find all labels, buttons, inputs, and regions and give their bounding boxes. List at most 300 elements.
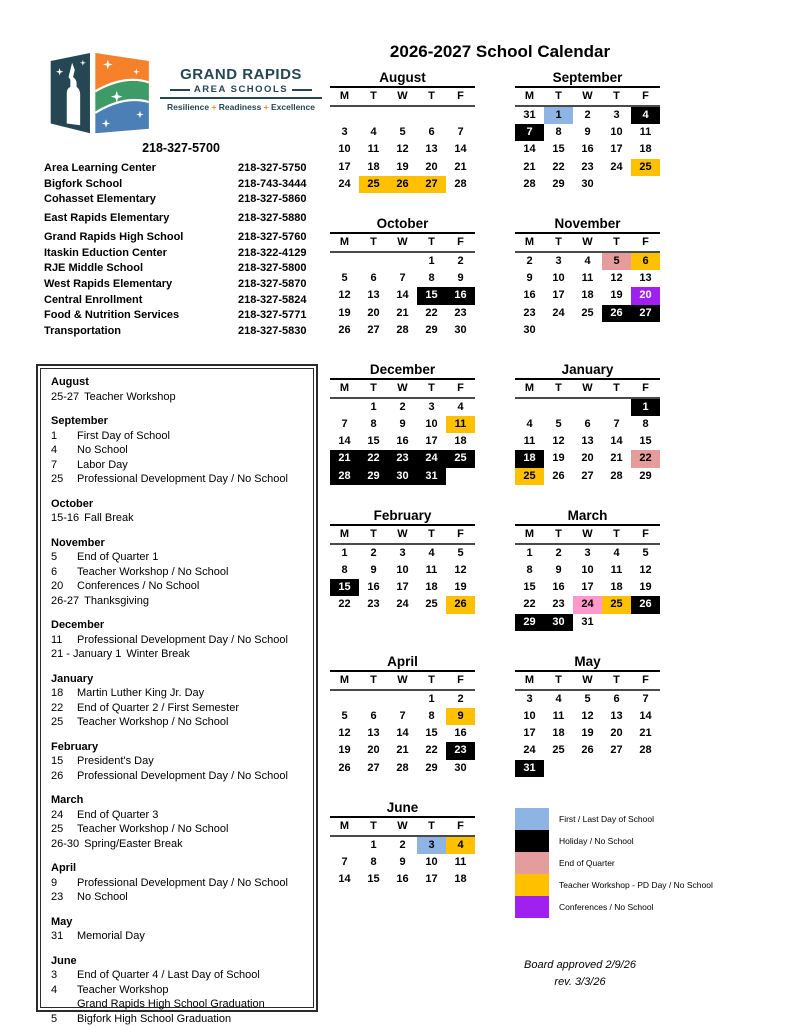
day-cell: 8 [417,708,446,725]
day-cell: 2 [544,545,573,562]
day-cell: 10 [602,124,631,141]
legend-row [515,896,715,918]
week-row [330,253,475,270]
day-cell: 21 [388,742,417,759]
legend-label: Holiday / No School [559,836,634,846]
events-section [51,740,303,784]
weekday-label: F [631,672,660,689]
day-cell: 18 [602,579,631,596]
day-cell: 16 [388,433,417,450]
event-date: 6 [51,565,77,580]
week-row [515,305,660,322]
day-cell: 22 [515,596,544,613]
events-section [51,861,303,905]
week-row [330,837,475,854]
event-text: Grand Rapids High School Graduation [77,997,265,1012]
weekday-header-row [330,380,475,399]
week-row [515,416,660,433]
month-title: May [515,654,660,672]
day-cell: 15 [417,725,446,742]
weekday-label: T [359,380,388,397]
legend-label: First / Last Day of School [559,814,654,824]
day-cell: 30 [544,614,573,631]
day-cell: 25 [602,596,631,613]
day-cell: 13 [359,287,388,304]
day-cell: 5 [602,253,631,270]
week-row [330,305,475,322]
day-cell [330,399,359,416]
directory-phone: 218-327-5750 [238,161,320,177]
week-row [515,579,660,596]
event-date: 24 [51,808,77,823]
day-cell: 9 [544,562,573,579]
weekday-label: M [515,672,544,689]
weekday-label: T [602,380,631,397]
event-text: Winter Break [126,647,190,662]
day-cell: 16 [515,287,544,304]
day-cell: 20 [602,725,631,742]
month-title: February [330,508,475,526]
weekday-label: W [573,526,602,543]
day-cell [602,399,631,416]
day-cell: 20 [573,450,602,467]
day-cell: 2 [388,399,417,416]
event-line [51,968,303,983]
event-date: 7 [51,458,77,473]
weekday-label: T [602,234,631,251]
directory-row [44,230,320,246]
directory-name: Food & Nutrition Services [44,308,238,324]
day-cell: 13 [602,708,631,725]
weekday-header-row [330,818,475,837]
day-cell: 8 [359,416,388,433]
week-row [515,562,660,579]
month-title: August [330,70,475,88]
calendar-grid [330,70,675,918]
weekday-label: M [515,234,544,251]
directory-phone: 218-743-3444 [238,177,320,193]
event-line [51,997,303,1012]
day-cell: 21 [602,450,631,467]
event-text: Spring/Easter Break [84,837,182,852]
event-line [51,715,303,730]
month-december [330,362,475,485]
day-cell: 25 [359,176,388,193]
month-august [330,70,475,193]
day-cell: 31 [573,614,602,631]
day-cell [417,107,446,124]
event-date: 15-16 [51,511,84,526]
day-cell: 29 [417,322,446,339]
day-cell [330,837,359,854]
day-cell: 12 [388,141,417,158]
day-cell: 4 [417,545,446,562]
day-cell: 18 [631,141,660,158]
directory-phone: 218-327-5824 [238,293,320,309]
event-text: President's Day [77,754,154,769]
event-line [51,443,303,458]
week-row [515,270,660,287]
event-date: 22 [51,701,77,716]
weekday-label: T [359,88,388,105]
day-cell [544,760,573,777]
weekday-label: F [631,88,660,105]
event-date: 26-30 [51,837,84,852]
event-date: 11 [51,633,77,648]
plus-separator: + [209,102,219,112]
event-text: End of Quarter 1 [77,550,158,565]
day-cell: 11 [359,141,388,158]
day-cell: 4 [631,107,660,124]
directory-name: RJE Middle School [44,261,238,277]
events-month-heading: May [51,915,303,930]
day-cell: 24 [330,176,359,193]
week-row [330,416,475,433]
day-cell: 2 [359,545,388,562]
district-logo [40,50,156,138]
day-cell: 19 [330,742,359,759]
week-row [330,596,475,613]
day-cell: 11 [544,708,573,725]
event-date: 25 [51,472,77,487]
month-title: October [330,216,475,234]
day-cell: 24 [417,450,446,467]
day-cell: 6 [417,124,446,141]
day-cell: 8 [631,416,660,433]
legend-label: Teacher Workshop - PD Day / No School [559,880,713,890]
weekday-label: T [417,526,446,543]
legend-label: Conferences / No School [559,902,654,912]
event-line [51,1012,303,1026]
event-date: 25 [51,715,77,730]
day-cell: 21 [388,305,417,322]
weekday-label: T [359,672,388,689]
month-may [515,654,660,777]
day-cell [359,253,388,270]
day-cell: 1 [359,399,388,416]
day-cell: 26 [544,468,573,485]
weekday-label: W [573,672,602,689]
day-cell: 4 [602,545,631,562]
day-cell: 28 [330,468,359,485]
directory-name: Grand Rapids High School [44,230,238,246]
weekday-label: M [330,88,359,105]
day-cell: 29 [631,468,660,485]
event-date: 26 [51,769,77,784]
month-april [330,654,475,777]
month-title: June [330,800,475,818]
day-cell: 18 [515,450,544,467]
directory-row [44,261,320,277]
event-text: Teacher Workshop / No School [77,715,228,730]
day-cell: 17 [544,287,573,304]
directory-phone: 218-327-5830 [238,324,320,340]
day-cell: 23 [359,596,388,613]
day-cell: 31 [515,107,544,124]
day-cell [446,468,475,485]
weekday-label: T [544,88,573,105]
event-text: Professional Development Day / No School [77,769,288,784]
day-cell: 26 [388,176,417,193]
day-cell: 16 [446,725,475,742]
weekday-label: F [631,526,660,543]
day-cell: 10 [388,562,417,579]
day-cell: 29 [417,760,446,777]
month-title: September [515,70,660,88]
events-month-heading: August [51,375,303,390]
day-cell: 7 [330,416,359,433]
day-cell: 16 [544,579,573,596]
day-cell: 22 [417,305,446,322]
week-row [330,579,475,596]
day-cell: 15 [359,871,388,888]
day-cell: 30 [446,322,475,339]
week-row [515,253,660,270]
event-text: Teacher Workshop [84,390,176,405]
main-phone-number: 218-327-5700 [40,141,322,155]
event-line [51,550,303,565]
day-cell: 2 [573,107,602,124]
day-cell: 6 [602,691,631,708]
day-cell: 4 [446,837,475,854]
directory-row [44,192,320,208]
weekday-label: T [544,234,573,251]
directory-name: Central Enrollment [44,293,238,309]
day-cell: 24 [573,596,602,613]
event-text: First Day of School [77,429,170,444]
weekday-label: W [388,88,417,105]
day-cell: 4 [446,399,475,416]
directory-row [44,308,320,324]
day-cell [330,253,359,270]
weekday-label: W [573,380,602,397]
day-cell: 15 [515,579,544,596]
week-row [330,287,475,304]
directory-phone: 218-327-5880 [238,211,320,227]
directory-phone: 218-327-5860 [238,192,320,208]
day-cell: 15 [417,287,446,304]
day-cell: 18 [417,579,446,596]
week-row [515,468,660,485]
week-row [330,433,475,450]
events-box [36,364,318,1012]
month-november [515,216,660,339]
day-cell: 30 [515,322,544,339]
events-section [51,375,303,404]
month-title: April [330,654,475,672]
events-section [51,536,303,609]
day-cell: 21 [515,159,544,176]
weekday-label: M [330,526,359,543]
events-section [51,672,303,730]
day-cell: 5 [446,545,475,562]
events-list [40,368,314,1008]
day-cell: 13 [631,270,660,287]
day-cell: 1 [515,545,544,562]
day-cell: 19 [388,159,417,176]
weekday-label: T [602,526,631,543]
events-month-heading: March [51,793,303,808]
directory-name: Area Learning Center [44,161,238,177]
legend-row [515,808,715,830]
events-section [51,793,303,851]
day-cell: 13 [573,433,602,450]
day-cell: 11 [446,416,475,433]
event-date: 4 [51,983,77,998]
day-cell: 12 [330,725,359,742]
day-cell [544,399,573,416]
legend-swatch-purple [515,896,549,918]
day-cell: 15 [544,141,573,158]
week-row [515,159,660,176]
weekday-label: F [631,380,660,397]
directory-row [44,211,320,227]
weekday-label: T [417,234,446,251]
week-row [515,287,660,304]
day-cell: 14 [446,141,475,158]
week-row [515,596,660,613]
weekday-label: T [417,672,446,689]
week-row [330,562,475,579]
day-cell [573,322,602,339]
day-cell: 1 [330,545,359,562]
day-cell: 4 [359,124,388,141]
day-cell: 3 [330,124,359,141]
day-cell: 29 [544,176,573,193]
week-row [330,124,475,141]
event-line [51,647,303,662]
event-text: Professional Development Day / No School [77,472,288,487]
day-cell: 25 [515,468,544,485]
event-line [51,837,303,852]
event-date: 5 [51,1012,77,1026]
week-row [515,742,660,759]
directory-phone: 218-322-4129 [238,246,320,262]
weekday-label: T [544,380,573,397]
event-line [51,769,303,784]
event-text: No School [77,890,128,905]
week-row [330,545,475,562]
day-cell: 14 [631,708,660,725]
day-cell: 11 [631,124,660,141]
week-row [515,760,660,777]
day-cell: 7 [515,124,544,141]
day-cell: 17 [417,433,446,450]
week-row [330,691,475,708]
day-cell: 7 [388,270,417,287]
day-cell: 14 [388,725,417,742]
legend-row [515,874,715,896]
event-date [51,997,77,1012]
weekday-label: W [388,818,417,835]
day-cell: 19 [573,725,602,742]
day-cell: 26 [446,596,475,613]
day-cell: 5 [330,708,359,725]
day-cell: 4 [573,253,602,270]
weekday-header-row [330,672,475,691]
week-row [515,708,660,725]
day-cell: 8 [544,124,573,141]
week-row [515,124,660,141]
event-line [51,390,303,405]
day-cell: 10 [515,708,544,725]
weekday-label: T [417,88,446,105]
event-line [51,565,303,580]
day-cell: 23 [573,159,602,176]
event-text: No School [77,443,128,458]
week-row [330,468,475,485]
day-cell: 9 [359,562,388,579]
day-cell [330,107,359,124]
day-cell: 17 [417,871,446,888]
day-cell: 3 [573,545,602,562]
day-cell: 8 [515,562,544,579]
day-cell: 23 [388,450,417,467]
weekday-label: F [446,234,475,251]
weekday-header-row [330,234,475,253]
day-cell: 30 [573,176,602,193]
day-cell: 27 [417,176,446,193]
legend-row [515,852,715,874]
event-date: 1 [51,429,77,444]
weekday-header-row [515,380,660,399]
events-section [51,915,303,944]
event-line [51,701,303,716]
day-cell: 3 [544,253,573,270]
weekday-label: T [417,380,446,397]
day-cell: 12 [330,287,359,304]
directory-name: West Rapids Elementary [44,277,238,293]
wordmark-rule [160,97,322,99]
weekday-label: F [446,526,475,543]
weekday-label: T [359,818,388,835]
day-cell: 29 [359,468,388,485]
legend [515,800,715,918]
day-cell: 25 [573,305,602,322]
week-row [515,691,660,708]
day-cell: 18 [573,287,602,304]
week-row [515,107,660,124]
day-cell: 24 [515,742,544,759]
day-cell: 1 [544,107,573,124]
day-cell: 13 [359,725,388,742]
day-cell: 1 [417,253,446,270]
week-row [515,141,660,158]
week-row [330,725,475,742]
weekday-label: W [388,672,417,689]
day-cell [602,614,631,631]
day-cell: 13 [417,141,446,158]
weekday-label: F [446,380,475,397]
day-cell: 22 [359,450,388,467]
day-cell: 10 [417,416,446,433]
weekday-label: T [602,672,631,689]
day-cell: 2 [446,691,475,708]
week-row [515,545,660,562]
month-title: January [515,362,660,380]
event-date: 25 [51,822,77,837]
directory-row [44,277,320,293]
weekday-label: T [544,672,573,689]
directory-name: Transportation [44,324,238,340]
day-cell: 9 [515,270,544,287]
phone-directory [44,161,320,340]
day-cell: 17 [573,579,602,596]
day-cell: 23 [544,596,573,613]
day-cell: 7 [330,854,359,871]
event-date: 18 [51,686,77,701]
district-brand [40,50,322,138]
